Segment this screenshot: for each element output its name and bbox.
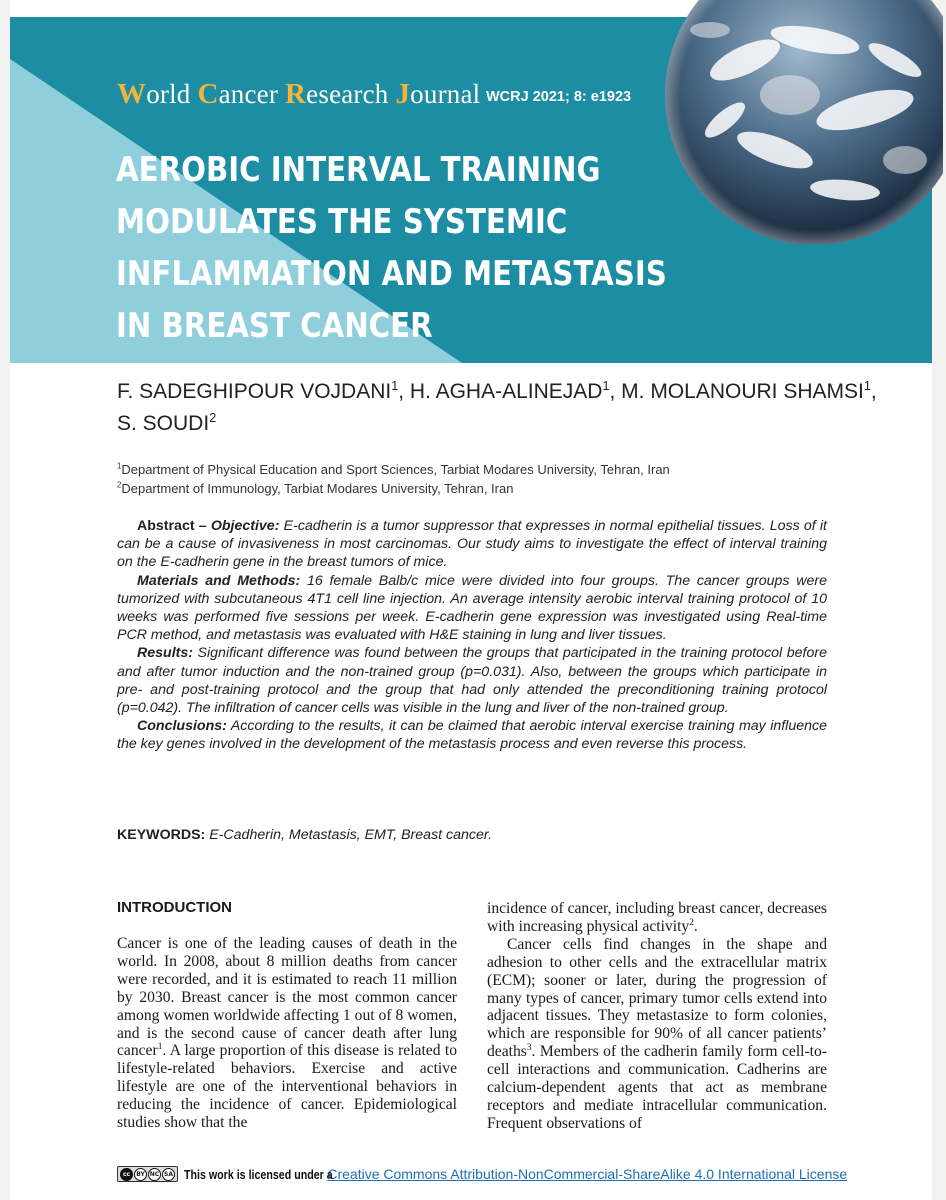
abstract-label: Abstract – — [137, 518, 207, 534]
affiliation-text: Department of Immunology, Tarbiat Modares University, Tehran, Iran — [121, 481, 514, 496]
journal-initial-c: C — [197, 78, 219, 110]
author-affil-sup: 1 — [863, 379, 871, 393]
author-list — [117, 376, 897, 440]
conclusions-label: Conclusions: — [137, 718, 227, 735]
methods-text: 16 female Balb/c mice were divided into four groups. The cancer groups were tumorized with subcutaneous 4T1 cell line injection. An average intensity aerobic interval training protocol of 10 weeks was performed five sessions per week. E-cadherin gene expression was investigated using Real-time PCR method, and metastasis was evaluated with H&E staining in lung and liver tissues. — [117, 572, 827, 644]
body-paragraph — [487, 900, 827, 936]
body-paragraph — [487, 936, 827, 1133]
author-name: H. AGHA-ALINEJAD — [409, 380, 603, 403]
objective-label: Objective: — [210, 518, 280, 534]
journal-initial-w: W — [117, 78, 147, 110]
cc-icon: cc — [120, 1168, 133, 1181]
affiliation-text: Department of Physical Education and Sport Sciences, Tarbiat Modares University, Tehran, Iran — [121, 462, 670, 477]
affiliation-sup: 1 — [117, 461, 122, 471]
article-title — [116, 144, 667, 352]
title-line: INFLAMMATION AND METASTASIS — [116, 254, 667, 294]
author-separator: , — [609, 380, 622, 403]
body-text: Cancer is one of the leading causes of death in the world. In 2008, about 8 million deaths from cancer were recorded, and it is estimated to reach 11 million by 2030. Breast cancer is the most common cancer among women worldwide affecting 1 out of 8 women, and is the second cause of cancer death after lung cancer — [117, 935, 457, 1060]
author-separator: , — [398, 380, 410, 403]
conclusions-text: According to the results, it can be claimed that aerobic interval exercise training may influence the key genes involved in the development of the metastasis process and even reverse this process. — [117, 718, 827, 753]
methods-label: Materials and Methods: — [137, 572, 301, 589]
body-text: . — [693, 917, 698, 935]
body-paragraph — [117, 935, 457, 1132]
abstract-methods — [117, 572, 827, 645]
license-text: This work is licensed under a — [184, 1166, 333, 1182]
abstract-conclusions — [117, 717, 827, 753]
affiliation-item — [117, 460, 877, 479]
license-link[interactable]: Creative Commons Attribution-NonCommercial-ShareAlike 4.0 International License — [327, 1166, 848, 1182]
journal-word-ournal: ournal — [410, 79, 481, 109]
journal-initial-r: R — [285, 78, 307, 110]
body-text: . Members of the cadherin family form cell-to-cell interactions and communication. Cadherins are calcium-dependent agents that act as membrane receptors and mediate intracellular communication. Frequent observations of — [487, 1043, 827, 1132]
abstract-results — [117, 644, 827, 717]
citation-ref[interactable]: 1 — [157, 1042, 163, 1053]
body-text: incidence of cancer, including breast cancer, decreases with increasing physical activity — [487, 900, 827, 935]
body-column-right — [487, 900, 827, 1133]
results-label: Results: — [137, 645, 193, 662]
abstract-objective — [117, 517, 827, 572]
affiliations — [117, 460, 877, 498]
earth-globe-image — [665, 0, 943, 244]
author-separator: , — [870, 380, 877, 403]
keywords — [117, 827, 827, 843]
author-affil-sup: 1 — [391, 379, 399, 393]
nc-icon: NC — [148, 1168, 161, 1181]
sa-icon: SA — [162, 1168, 175, 1181]
keywords-value: E-Cadherin, Metastasis, EMT, Breast cancer. — [209, 827, 493, 843]
citation: WCRJ 2021; 8: e1923 — [486, 89, 632, 105]
affiliation-sup: 2 — [117, 480, 122, 490]
cc-license-badge[interactable] — [117, 1166, 178, 1182]
author-name: M. MOLANOURI SHAMSI — [621, 380, 864, 403]
license-footer — [117, 1163, 877, 1185]
citation-ref[interactable]: 2 — [689, 917, 694, 928]
objective-text: E-cadherin is a tumor suppressor that expresses in normal epithelial tissues. Loss of it can be a cause of invasiveness in most carcinomas. Our study aims to investigate the effect of interval training on the E-cadherin gene in the breast tumors of mice. — [117, 518, 827, 571]
journal-initial-j: J — [395, 78, 411, 110]
journal-word-orld: orld — [146, 79, 198, 109]
abstract — [117, 517, 827, 754]
journal-word-esearch: esearch — [306, 79, 396, 109]
body-text: Cancer cells find changes in the shape and adhesion to other cells and the extracellular matrix (ECM); sooner or later, during the progression of many types of cancer, primary tumor cells extend into adjacent tissues. They metastasize to form colonies, which are responsible for 90% of all cancer patients’ deaths — [487, 935, 827, 1061]
author-affil-sup: 1 — [602, 379, 610, 393]
citation-ref[interactable]: 3 — [526, 1043, 532, 1054]
title-line: AEROBIC INTERVAL TRAINING — [116, 150, 601, 190]
by-icon: BY — [134, 1168, 147, 1181]
section-heading-introduction: INTRODUCTION — [117, 899, 232, 916]
body-column-left — [117, 935, 457, 1132]
results-text: Significant difference was found between the groups that participated in the training protocol before and after tumor induction and the non-trained group (p=0.031). Also, between the groups which participate in pre- and post-training protocol and the group that had only attended the preconditioning training protocol (p=0.042). The infiltration of cancer cells was visible in the lung and liver of the non-trained group. — [117, 645, 827, 717]
author-name: S. SOUDI — [117, 412, 210, 435]
affiliation-item — [117, 479, 877, 498]
journal-name — [117, 78, 480, 111]
keywords-label: KEYWORDS: — [117, 827, 206, 843]
journal-word-ancer: ancer — [218, 79, 286, 109]
title-line: IN BREAST CANCER — [116, 306, 433, 346]
author-affil-sup: 2 — [209, 411, 217, 425]
title-line: MODULATES THE SYSTEMIC — [116, 202, 568, 242]
author-name: F. SADEGHIPOUR VOJDANI — [117, 380, 392, 403]
body-text: . A large proportion of this disease is related to lifestyle-related behaviors. Exercise and active lifestyle are one of the interventional behaviors in reducing the incidence of cancer. Epidemiological studies show that the — [117, 1042, 457, 1132]
